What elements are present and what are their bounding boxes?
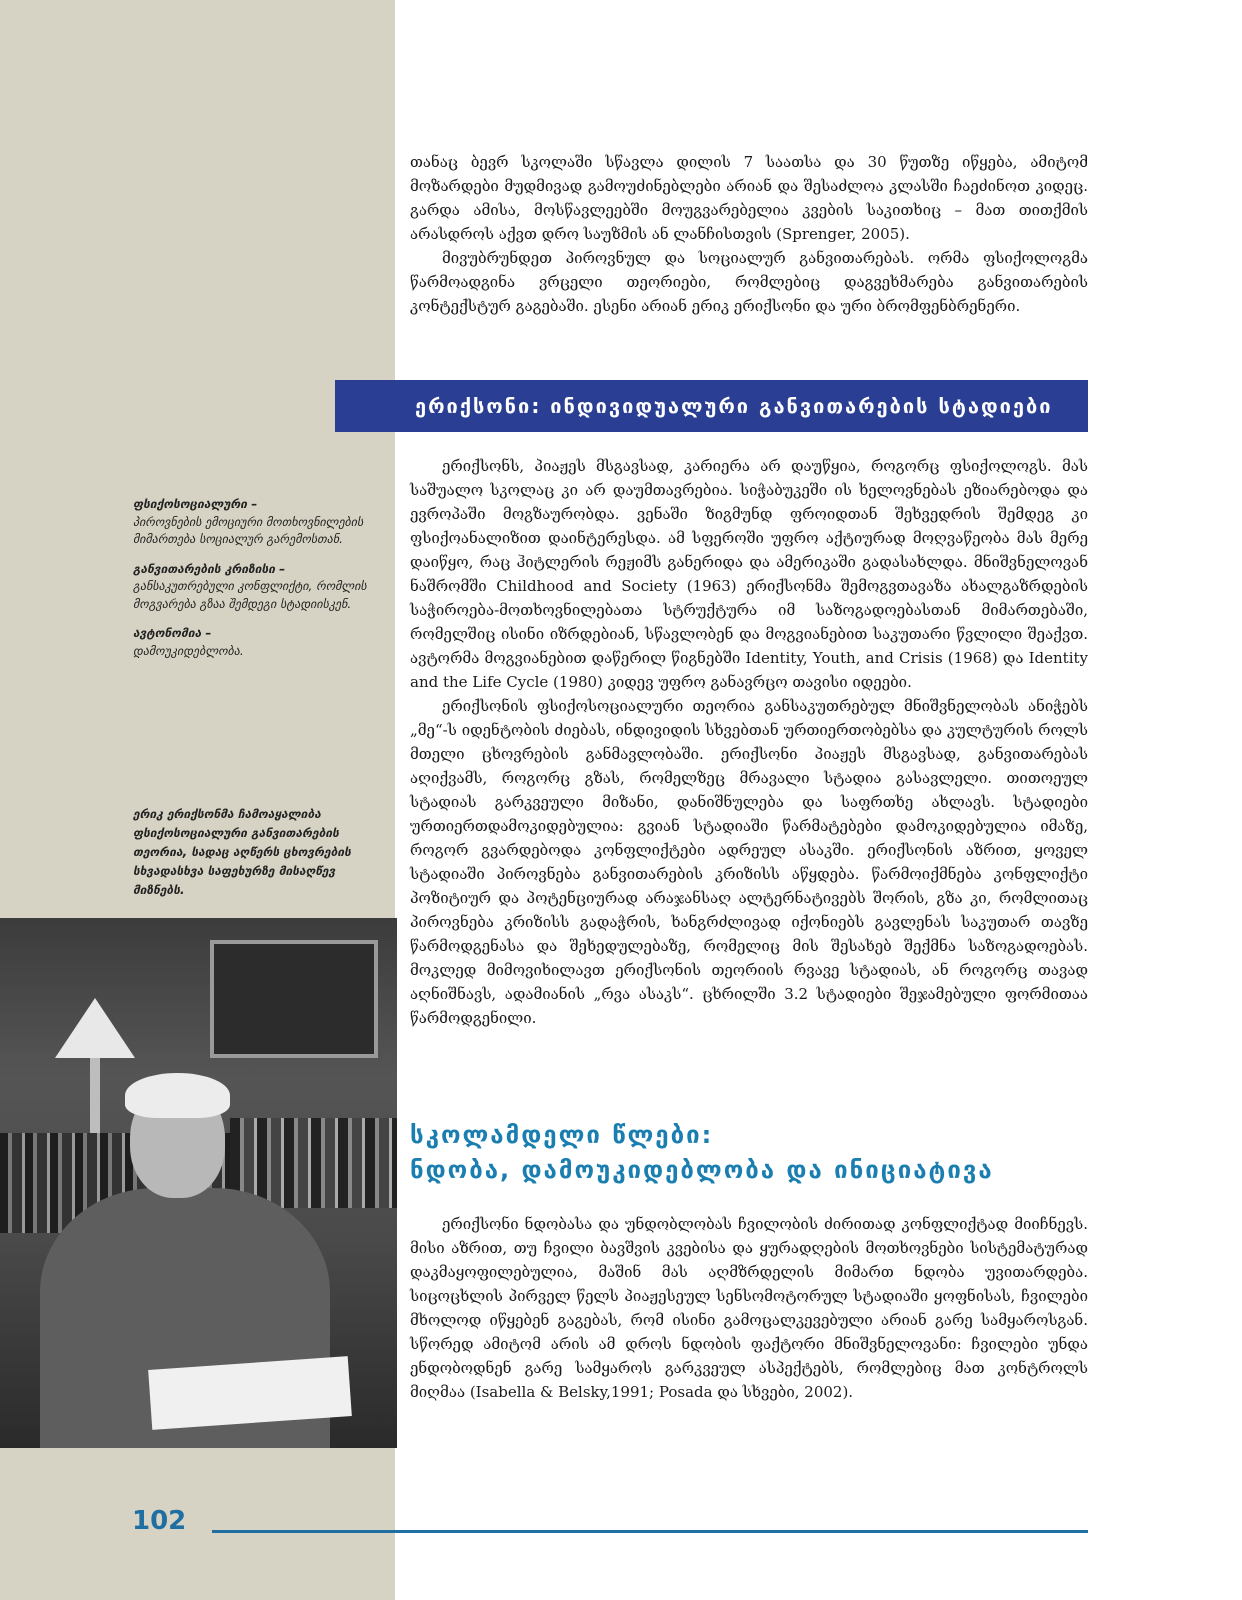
glossary-definition: პიროვნების ემოციური მოთხოვნილების მიმართება სოციალურ გარემოსთან. [133,514,364,546]
section-banner [335,380,1088,432]
glossary-term: ავტონომია – [133,626,212,640]
section-heading-line: ნდობა, დამოუკიდებლობა და ინიციატივა [410,1156,994,1184]
paragraph: თანაც ბევრ სკოლაში სწავლა დილის 7 საათსა და 30 წუთზე იწყება, ამიტომ მოზარდები მუდმივად გამოუძინებლები არიან და შესაძლოა კლასში ჩაეძინოთ კიდეც. გარდა ამისა, მოსწავლეებში მოუგვარებელია კვების საკითხიც – მათ თითქმის არასდროს აქვთ დრო საუზმის ან ლანჩისთვის (Sprenger, 2005). [410,153,1088,243]
glossary-item [133,625,368,660]
erikson-portrait-photo [0,918,397,1448]
preschool-text [410,1212,1088,1404]
erikson-text [410,454,1088,1030]
person-hair [125,1073,230,1118]
intro-text [410,150,1088,318]
glossary-term: განვითარების კრიზისი – [133,561,286,576]
paragraph: ერიქსონი ნდობასა და უნდობლობას ჩვილობის ძირითად კონფლიქტად მიიჩნევს. მისი აზრით, თუ ჩვილი ბავშვის კვებისა და ყურადღების მოთხოვნები სისტემატურად დაკმაყოფილებულია, მაშინ მას აღმზრდელის მიმართ ნდობა უვითარდება. სიცოცხლის პირველ წელს პიაჟესეულ სენსომოტორულ სტადიაში ყოფნისას, ჩვილები მხოლოდ იწყებენ გაგებას, რომ ისინი გამოცალკევებული არიან გარე სამყაროსგან. სწორედ ამიტომ არის ამ დროს ნდობის ფაქტორი მნიშვნელოვანი: ჩვილები უნდა ენდობოდნენ გარე სამყაროს გარკვეულ ასპექტებს, რომლებიც მათ კონტროლს მიღმაა (Isabella & Belsky,1991; Posada და სხვები, 2002). [410,1215,1088,1401]
lamp-base [90,1058,100,1138]
wall-painting [210,940,378,1058]
glossary-item [133,561,368,614]
lamp-shade [55,998,135,1058]
section-heading [410,1118,1088,1188]
paragraph: მივუბრუნდეთ პიროვნულ და სოციალურ განვითარებას. ორმა ფსიქოლოგმა წარმოადგინა ვრცელი თეორიები, რომლებიც დაგვეხმარება განვითარების კონტექსტურ გაგებაში. ესენი არიან ერიკ ერიქსონი და ური ბრომფენბრენერი. [410,249,1088,315]
banner-title: ერიქსონი: ინდივიდუალური განვითარების სტადიები [415,394,1053,418]
glossary [133,496,368,672]
footer-rule [212,1530,1088,1533]
page-number: 102 [132,1506,187,1536]
paragraph: ერიქსონს, პიაჟეს მსგავსად, კარიერა არ დაუწყია, როგორც ფსიქოლოგს. მას საშუალო სკოლაც კი არ დაუმთავრებია. სიჭაბუკეში ის ხელოვნებას ეზიარებოდა და ევროპაში მოგზაურობდა. ვენაში ზიგმუნდ ფროიდთან შეხვედრის შემდეგ კი ფსიქოანალიზით დაინტერესდა. ამ სფეროში უფრო აქტიურად მოღვაწეობა მას მერე დაიწყო, რაც ჰიტლერის რეჟიმს განერიდა და ამერიკაში გადასახლდა. მნიშვნელოვან ნაშრომში Childhood and Society (1963) ერიქსონმა შემოგვთავაზა ახალგაზრდების საჭიროება-მოთხოვნილებათა სტრუქტურა იმ საზოგადოებასთან მიმართებაში, რომელშიც ისინი იზრდებიან, სწავლობენ და მოგვიანებით საკუთარი წვლილი შეაქვთ. ავტორმა მოგვიანებით დაწერილ წიგნებში Identity, Youth, and Crisis (1968) და Identity and the Life Cycle (1980) კიდევ უფრო განავრცო თავისი იდეები. [410,457,1088,691]
glossary-item [133,496,368,549]
section-heading-line: სკოლამდელი წლები: [410,1121,714,1149]
glossary-definition: განსაკუთრებული კონფლიქტი, რომლის მოგვარება გზაა შემდეგი სტადიისკენ. [133,579,367,611]
photo-caption: ერიკ ერიქსონმა ჩამოაყალიბა ფსიქოსოციალური განვითარების თეორია, სადაც აღწერს ცხოვრების სხვადასხვა საფეხურზე მისაღწევ მიზნებს. [133,807,351,897]
glossary-definition: დამოუკიდებლობა. [133,643,244,658]
glossary-term: ფსიქოსოციალური – [133,497,258,511]
paragraph: ერიქსონის ფსიქოსოციალური თეორია განსაკუთრებულ მნიშვნელობას ანიჭებს „მე“-ს იდენტობის ძიებას, ინდივიდის სხვებთან ურთიერთობებსა და კულტურის როლს მთელი ცხოვრების განმავლობაში. ერიქსონი პიაჟეს მსგავსად, განვითარებას აღიქვამს, როგორც გზას, რომელზეც მრავალი სტადია გასავლელი. თითოეულ სტადიას გარკვეული მიზანი, დანიშნულება და საფრთხე ახლავს. სტადიები ურთიერთდამოკიდებულია: გვიან სტადიაში წარმატებები დამოკიდებულია იმაზე, როგორ გვარდებოდა კონფლიქტები ადრეულ ასაკში. ერიქსონის აზრით, ყოველ სტადიაში პიროვნება განვითარების კრიზისს აწყდება. წარმოიქმნება კონფლიქტი პოზიტიურ და პოტენციურად არაჯანსაღ ალტერნატივებს შორის, გზა კი, რომლითაც პიროვნება კრიზისს გადაჭრის, ხანგრძლივად იქონიებს გავლენას საკუთარ თავზე წარმოდგენასა და შეხედულებაზე, რომელიც მის შესახებ შექმნა საზოგადოებას. მოკლედ მიმოვიხილავთ ერიქსონის თეორიის რვავე სტადიას, ან როგორც თავად აღნიშნავს, ადამიანის „რვა ასაკს“. ცხრილში 3.2 სტადიები შეჯამებული ფორმითაა წარმოდგენილი. [410,697,1088,1027]
